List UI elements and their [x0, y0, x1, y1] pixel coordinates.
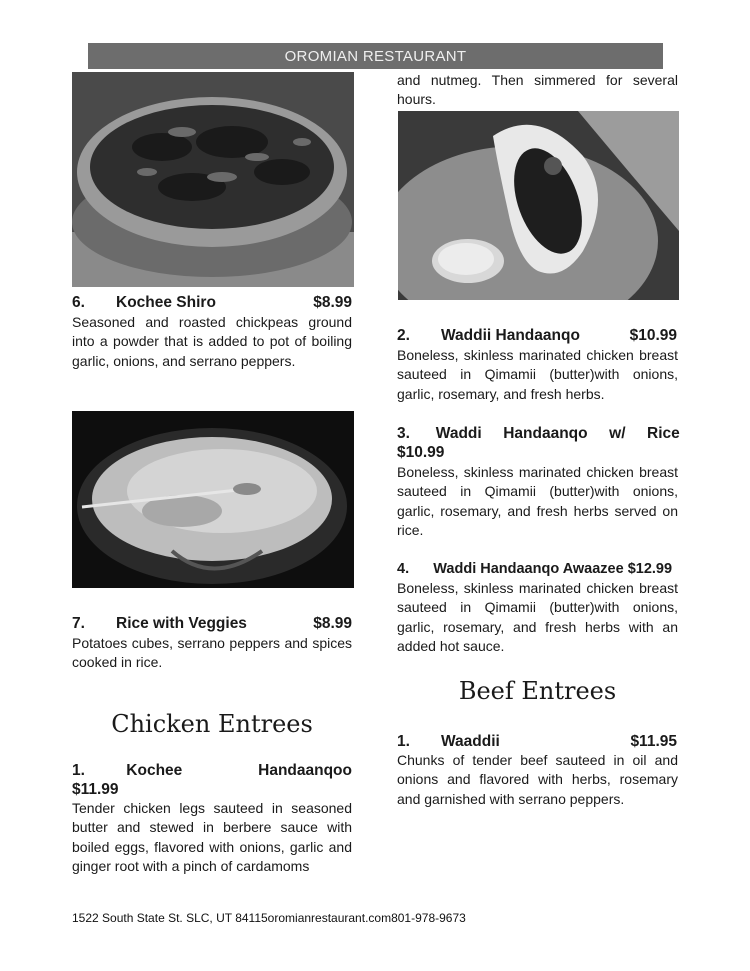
item-6-title [72, 293, 352, 312]
continued-description: and nutmeg. Then simmered for several hours. [397, 72, 678, 108]
item-7-name: Rice with Veggies [116, 615, 247, 632]
waddii-handaanqo-photo [398, 111, 679, 300]
chicken-1-description: Tender chicken legs sauteed in seasoned butter and stewed in berbere sauce with boiled eggs, flavored with onions, garlic and ginger root with a pinch of cardamoms [72, 800, 352, 875]
beef-entrees-heading: Beef Entrees [458, 677, 617, 705]
item-7-title [72, 614, 352, 633]
item-7-description: Potatoes cubes, serrano peppers and spices cooked in rice. [72, 635, 352, 671]
footer-contact: 1522 South State St. SLC, UT 84115oromianrestaurant.com801-978-9673 [72, 911, 466, 925]
chicken-3-description: Boneless, skinless marinated chicken breast sauteed in Qimamii (butter)with onions, garlic, rosemary, and fresh herbs served on rice. [397, 464, 678, 539]
chicken-1-title: 1. Kochee Handaanqoo [72, 762, 352, 779]
beef-1-description: Chunks of tender beef sauteed in oil and onions and flavored with herbs, rosemary and garnished with serrano peppers. [397, 752, 678, 807]
beef-1-title [397, 732, 677, 751]
chicken-entrees-heading: Chicken Entrees [111, 710, 313, 738]
item-6-number: 6. [72, 294, 85, 311]
rice-veggies-photo [72, 411, 354, 588]
chicken-3-title: 3. Waddi Handaanqo w/ Rice [397, 425, 680, 442]
kochee-shiro-photo [72, 72, 354, 287]
beef-1-name: Waaddii [441, 733, 500, 750]
chicken-3-price: $10.99 [397, 444, 445, 461]
beef-1-number: 1. [397, 733, 410, 750]
item-6-name: Kochee Shiro [116, 294, 216, 311]
chicken-2-description: Boneless, skinless marinated chicken breast sauteed in Qimamii (butter)with onions, garlic, rosemary, and fresh herbs. [397, 347, 678, 402]
chicken-4-title: 4. Waddi Handaanqo Awaazee $12.99 [397, 561, 673, 577]
beef-1-price: $11.95 [630, 733, 677, 750]
chicken-2-price: $10.99 [629, 327, 677, 344]
item-7-number: 7. [72, 615, 85, 632]
chicken-1-price: $11.99 [72, 781, 119, 798]
restaurant-header: OROMIAN RESTAURANT [88, 43, 663, 69]
chicken-2-name: Waddii Handaanqo [441, 327, 580, 344]
item-6-description: Seasoned and roasted chickpeas ground into a powder that is added to pot of boiling garlic, onions, and serrano peppers. [72, 314, 352, 369]
item-6-price: $8.99 [313, 294, 352, 311]
chicken-2-number: 2. [397, 327, 410, 344]
chicken-4-description: Boneless, skinless marinated chicken breast sauteed in Qimamii (butter)with onions, garlic, rosemary, and fresh herbs with an added hot sauce. [397, 580, 678, 655]
item-7-price: $8.99 [313, 615, 352, 632]
chicken-2-title [397, 326, 677, 345]
